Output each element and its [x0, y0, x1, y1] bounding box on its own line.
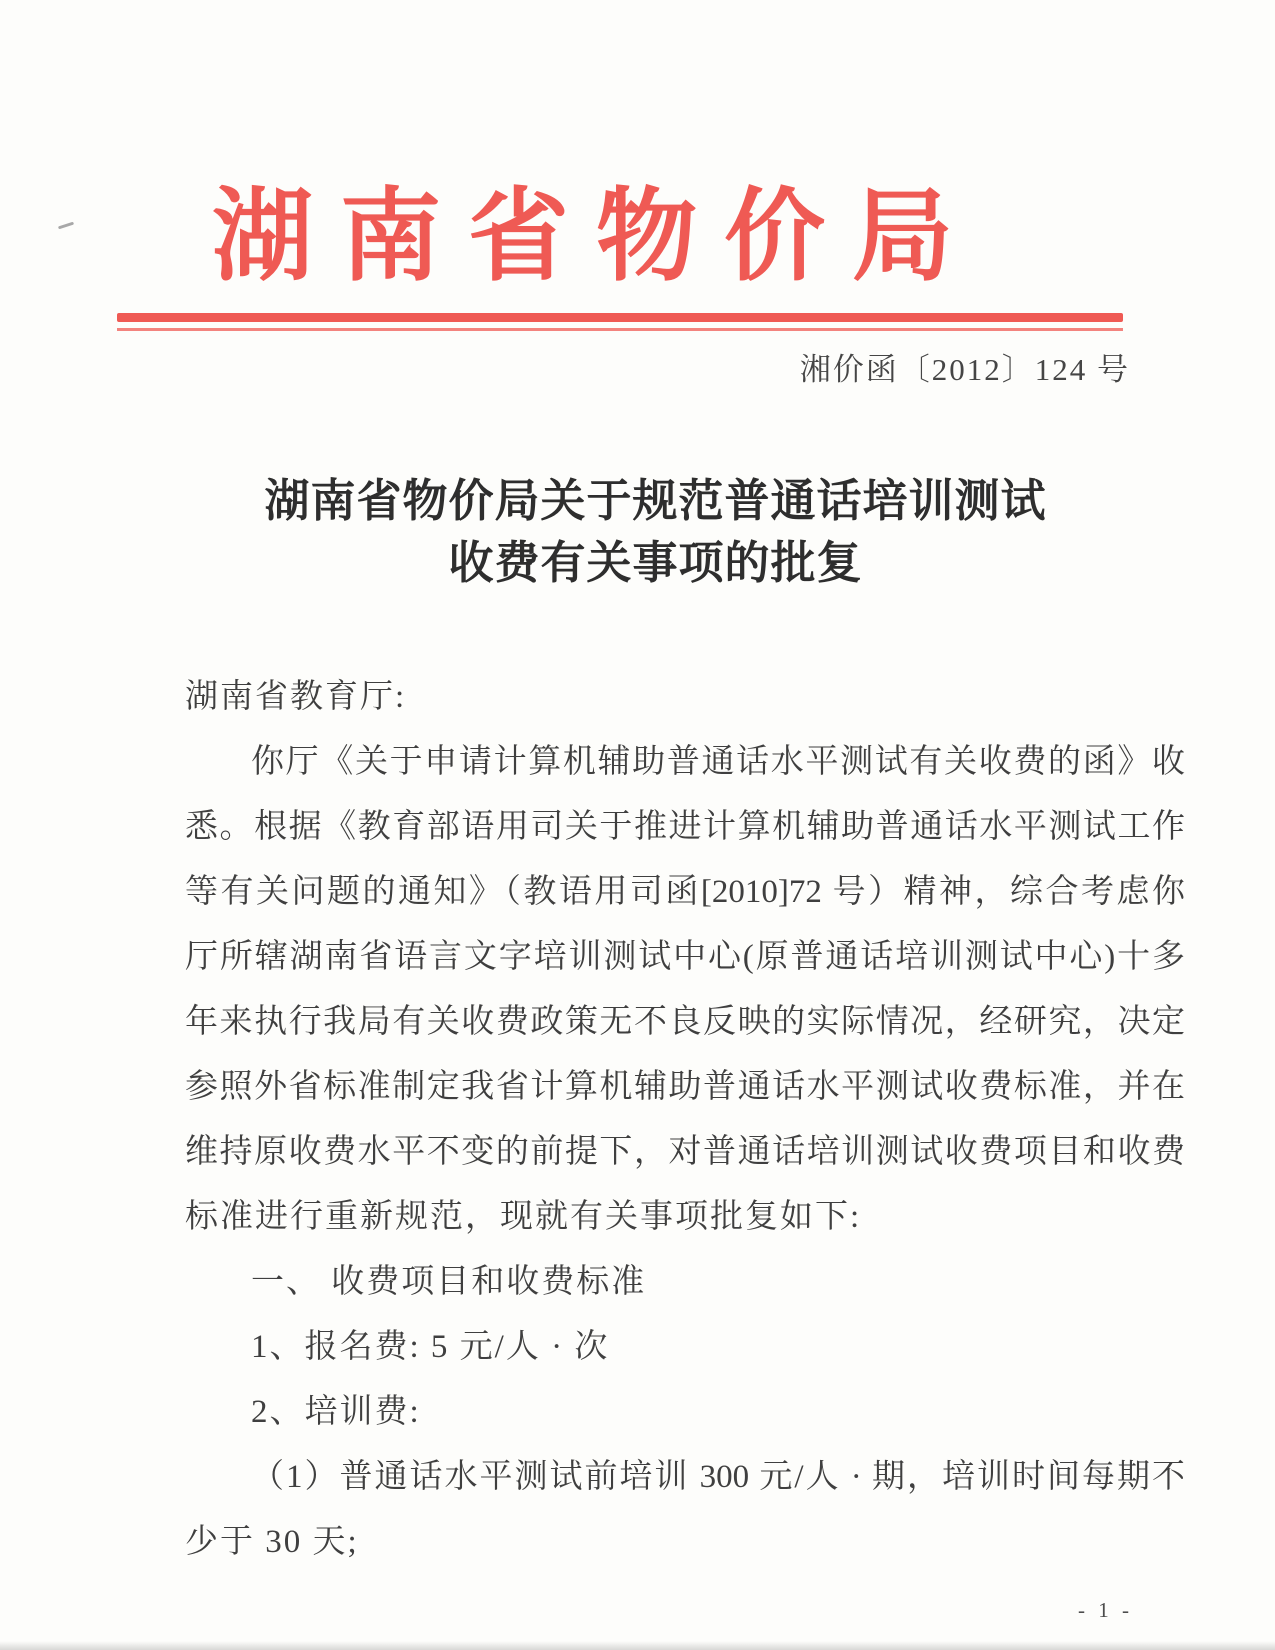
body-line-item-training-fee: 2、培训费:: [251, 1394, 421, 1430]
red-separator-thick: [117, 313, 1123, 322]
body-line-item-training-fee-detail-end: 少于 30 天;: [185, 1524, 359, 1560]
scan-tick-artifact: [58, 222, 74, 230]
body-line-paragraph: 你厅《关于申请计算机辅助普通话水平测试有关收费的函》收: [251, 744, 1185, 780]
red-separator-thin: [117, 328, 1123, 331]
document-body: [185, 665, 1185, 1575]
body-line-paragraph: 等有关问题的通知》（教语用司函[2010]72 号）精神，综合考虑你: [185, 874, 1185, 910]
body-line-paragraph: 悉。根据《教育部语用司关于推进计算机辅助普通话水平测试工作: [185, 809, 1185, 845]
body-line-section-1-heading: 一、 收费项目和收费标准: [251, 1264, 647, 1300]
document-title-line-2: 收费有关事项的批复: [448, 537, 863, 588]
page-number: - 1 -: [1078, 1598, 1133, 1622]
document-reference-number: 湘价函〔2012〕124 号: [799, 352, 1130, 387]
body-line-item-training-fee-detail: （1）普通话水平测试前培训 300 元/人 · 期，培训时间每期不: [251, 1459, 1185, 1495]
scan-edge-artifact: [0, 1641, 1275, 1650]
body-line-salutation: 湖南省教育厅:: [185, 679, 407, 715]
body-line-paragraph: 厅所辖湖南省语言文字培训测试中心(原普通话培训测试中心)十多: [185, 939, 1185, 975]
body-line-paragraph: 参照外省标准制定我省计算机辅助普通话水平测试收费标准，并在: [185, 1069, 1185, 1105]
body-line-paragraph: 年来执行我局有关收费政策无不良反映的实际情况，经研究，决定: [185, 1004, 1185, 1040]
body-line-paragraph: 维持原收费水平不变的前提下，对普通话培训测试收费项目和收费: [185, 1134, 1185, 1170]
body-line-item-registration-fee: 1、报名费: 5 元/人 · 次: [251, 1329, 610, 1365]
body-line-paragraph-end: 标准进行重新规范，现就有关事项批复如下:: [185, 1199, 862, 1235]
agency-name-letterhead: 湖南省物价局: [212, 181, 981, 293]
document-title: [18, 470, 1275, 594]
document-title-line-1: 湖南省物价局关于规范普通话培训测试: [264, 475, 1047, 526]
